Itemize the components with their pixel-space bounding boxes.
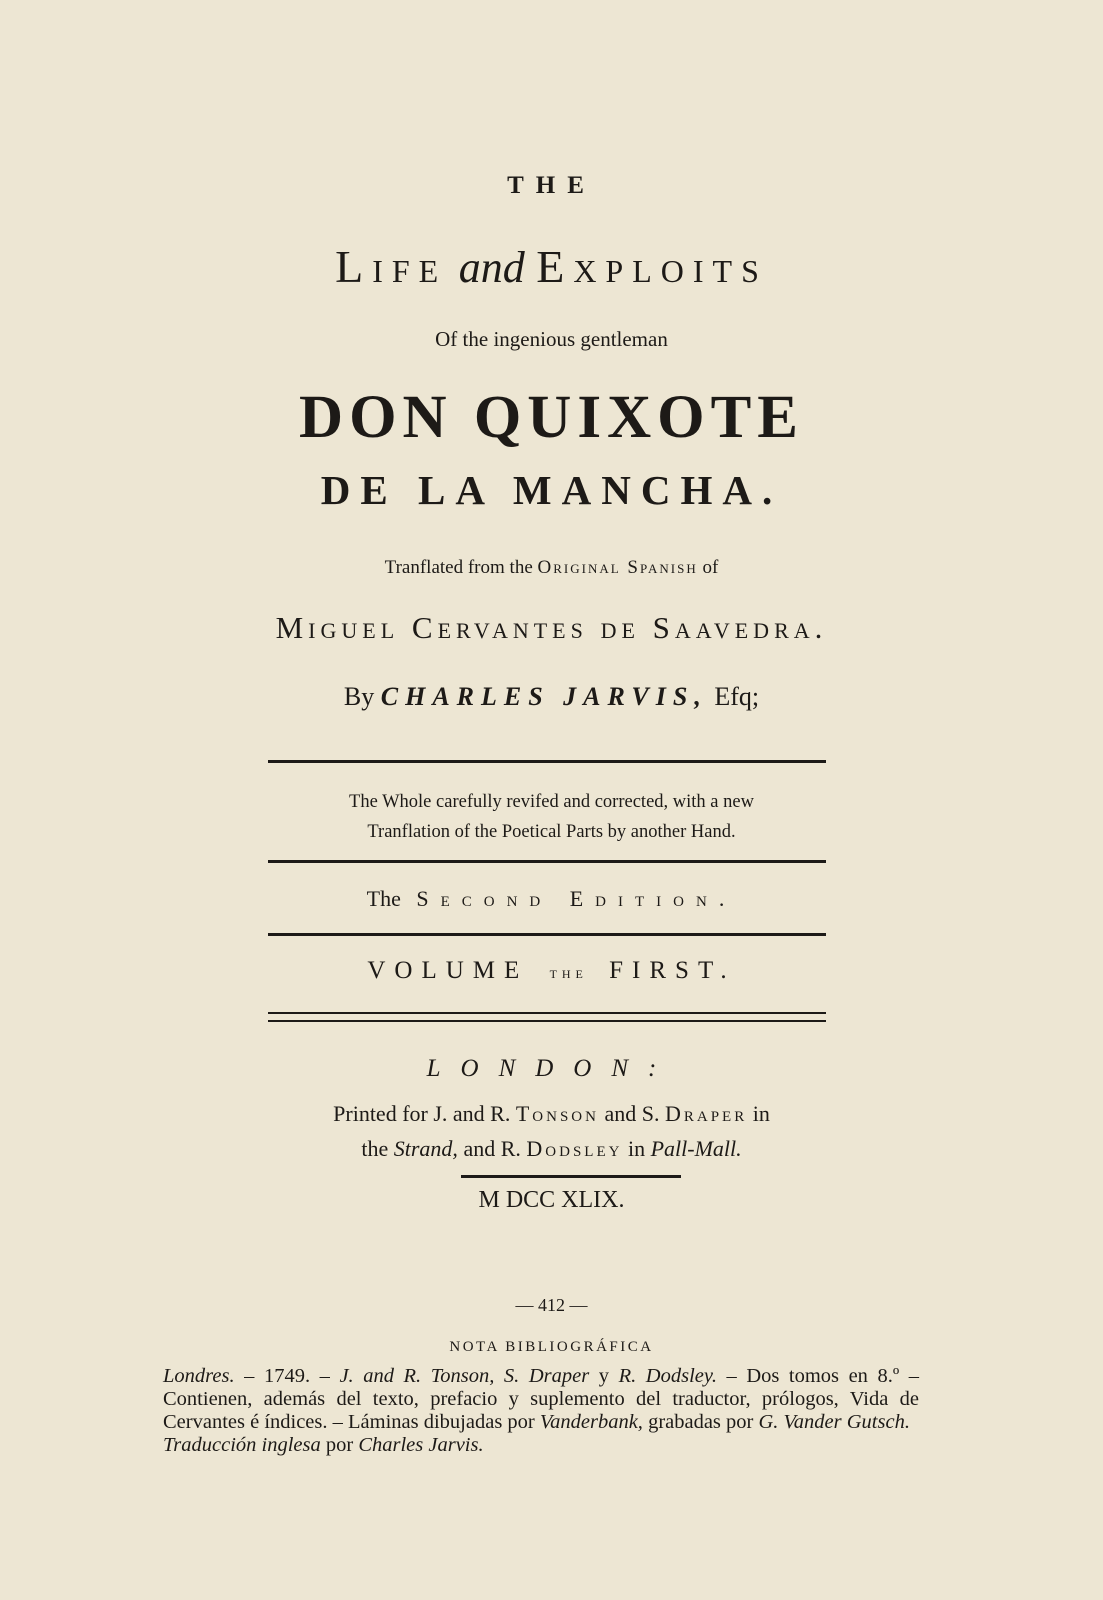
original-spanish: Original Spanish (537, 557, 698, 578)
printer-line-2 (0, 1136, 1103, 1162)
page-number: — 412 — (515, 1295, 588, 1315)
note-body (163, 1365, 919, 1457)
draper: Draper (664, 1101, 748, 1126)
in-word: in (752, 1101, 770, 1126)
revised-line-1: The Whole carefully revifed and corrected, with a new (349, 792, 754, 812)
rule-2 (268, 860, 826, 863)
second-edition: Second Edition. (416, 886, 737, 911)
esq-word: Efq; (714, 682, 760, 711)
title-don-quixote: DON QUIXOTE (299, 384, 804, 451)
title-exploits: Exploits (536, 241, 768, 292)
rule-5 (461, 1175, 681, 1178)
translated-from-line (0, 557, 1103, 579)
and-r: and R. (463, 1136, 521, 1161)
author: Miguel Cervantes de Saavedra. (275, 610, 828, 645)
edition-line (0, 886, 1103, 912)
note-translator: Charles Jarvis. (358, 1434, 484, 1456)
title-the: THE (507, 172, 596, 199)
translated-from: Tranflated from the (384, 557, 533, 578)
author-name (0, 610, 1103, 646)
translator-line (0, 682, 1103, 712)
translator-name: CHARLES JARVIS, (380, 682, 708, 711)
volume-first: FIRST. (609, 957, 736, 984)
rule-4b (268, 1020, 826, 1022)
strand: Strand, (393, 1136, 458, 1161)
note-por: por (320, 1434, 359, 1456)
by-word: By (343, 682, 375, 711)
printer-line-1 (0, 1101, 1103, 1127)
rule-4a (268, 1012, 826, 1014)
note-grabadas: grabadas por (642, 1411, 759, 1433)
note-description: – Dos tomos en 8.º – Contienen, además del texto, prefacio y suplemento del traductor, prólogos, Vida de Cervantes é índices. – Láminas dibujadas por (163, 1365, 920, 1433)
tonson: Tonson (515, 1101, 599, 1126)
dodsley: Dodsley (526, 1136, 623, 1161)
subtitle-gentleman: Of the ingenious gentleman (435, 327, 668, 351)
the-lower: the (361, 1136, 389, 1161)
title-and: and (458, 243, 525, 292)
note-y: y (589, 1365, 619, 1387)
title-de-la-mancha: DE LA MANCHA. (320, 467, 783, 513)
in-lower: in (627, 1136, 646, 1161)
note-place: Londres. (163, 1365, 235, 1387)
title-life-and-exploits (0, 240, 1103, 293)
rule-3 (268, 933, 826, 936)
volume-line (0, 957, 1103, 985)
note-paragraph-1 (163, 1365, 919, 1434)
and-s: and S. (604, 1101, 660, 1126)
date: M DCC XLIX. (478, 1187, 625, 1213)
printed-for: Printed for J. and R. (333, 1101, 511, 1126)
note-publishers-b: R. Dodsley. (618, 1365, 717, 1387)
title-life: Life (335, 241, 448, 292)
note-paragraph-2 (163, 1434, 919, 1457)
note-publishers-a: J. and R. Tonson, S. Draper (339, 1365, 590, 1387)
london: LONDON: (426, 1055, 677, 1082)
note-engraver: G. Vander Gutsch. (758, 1411, 910, 1433)
translated-of: of (702, 557, 719, 578)
note-artist: Vanderbank, (539, 1411, 643, 1433)
rule-1 (268, 760, 826, 763)
revised-line-2: Tranflation of the Poetical Parts by another Hand. (367, 822, 736, 842)
note-year: – 1749. – (234, 1365, 340, 1387)
volume-word: VOLUME (367, 957, 529, 984)
pall-mall: Pall-Mall. (650, 1136, 742, 1161)
volume-the: the (549, 963, 588, 982)
edition-the: The (366, 886, 401, 911)
note-heading: NOTA BIBLIOGRÁFICA (449, 1339, 654, 1355)
note-translation: Traducción inglesa (163, 1434, 321, 1456)
